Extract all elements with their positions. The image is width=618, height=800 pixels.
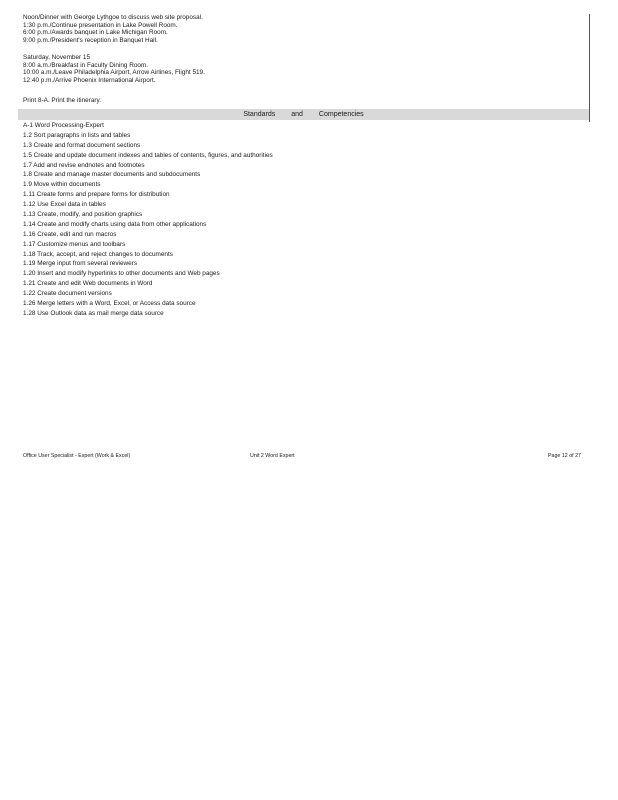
standards-header-bar xyxy=(18,109,589,120)
competency-item: 1.7 Add and revise endnotes and footnotes xyxy=(23,161,145,169)
saturday-heading: Saturday, November 15 xyxy=(23,54,91,61)
itinerary-line: 1:30 p.m./Continue presentation in Lake Powell Room. xyxy=(23,21,178,29)
competency-item: 1.22 Create document versions xyxy=(23,290,112,298)
standards-word: and xyxy=(291,111,303,118)
competency-item: 1.5 Create and update document indexes and tables of contents, figures, and authorities xyxy=(23,151,273,159)
print-instruction: Print 8-A. Print the itinerary. xyxy=(23,97,102,104)
standards-word: Competencies xyxy=(318,111,364,118)
competency-item: 1.26 Merge letters with a Word, Excel, or Access data source xyxy=(23,300,196,308)
footer-unit: Unit 2 Word Expert xyxy=(250,453,295,459)
competency-item: 1.11 Create forms and prepare forms for distribution xyxy=(23,191,170,199)
saturday-line: 10:00 a.m./Leave Philadelphia Airport, Arrow Airlines, Flight 519. xyxy=(23,69,205,76)
itinerary-line: 6:00 p.m./Awards banquet in Lake Michigan Room. xyxy=(23,29,168,36)
competency-item: 1.17 Customize menus and toolbars xyxy=(23,240,126,248)
footer-page-number: Page 12 of 27 xyxy=(548,453,581,459)
standards-word: Standards xyxy=(243,111,276,118)
footer-course-title: Office User Specialist - Expert (Work & Excel) xyxy=(23,453,131,459)
saturday-line: 12:40 p.m./Arrive Phoenix International Airport. xyxy=(23,76,156,84)
saturday-line: 8:00 a.m./Breakfast in Faculty Dining Room. xyxy=(23,61,149,69)
competency-item: 1.28 Use Outlook data as mail merge data source xyxy=(23,309,164,317)
competency-item: 1.18 Track, accept, and reject changes to documents xyxy=(23,250,173,258)
competency-item: 1.21 Create and edit Web documents in Word xyxy=(23,280,153,288)
competency-item: 1.13 Create, modify, and position graphics xyxy=(23,211,143,219)
itinerary-line: Noon/Dinner with George Lythgoe to discuss web site proposal. xyxy=(23,14,203,21)
right-margin-rule xyxy=(589,14,590,122)
standards-title xyxy=(18,109,589,120)
competency-item: 1.19 Merge input from several reviewers xyxy=(23,260,138,268)
competency-item: 1.12 Use Excel data in tables xyxy=(23,201,106,209)
competency-item: 1.8 Create and manage master documents and subdocuments xyxy=(23,171,201,179)
competency-list xyxy=(23,121,273,319)
competency-item: 1.20 Insert and modify hyperlinks to other documents and Web pages xyxy=(23,270,220,278)
competency-item: 1.2 Sort paragraphs in lists and tables xyxy=(23,131,131,139)
competency-item: 1.3 Create and format document sections xyxy=(23,141,141,149)
competency-item: 1.14 Create and modify charts using data from other applications xyxy=(23,220,207,228)
itinerary-line: 9:00 p.m./President's reception in Banquet Hall. xyxy=(23,36,158,44)
itinerary-lines xyxy=(23,14,203,44)
competency-item: 1.16 Create, edit and run macros xyxy=(23,230,117,238)
competency-item: 1.9 Move within documents xyxy=(23,181,101,189)
saturday-schedule xyxy=(23,54,205,84)
competency-heading: A-1 Word Processing-Expert xyxy=(23,122,104,129)
